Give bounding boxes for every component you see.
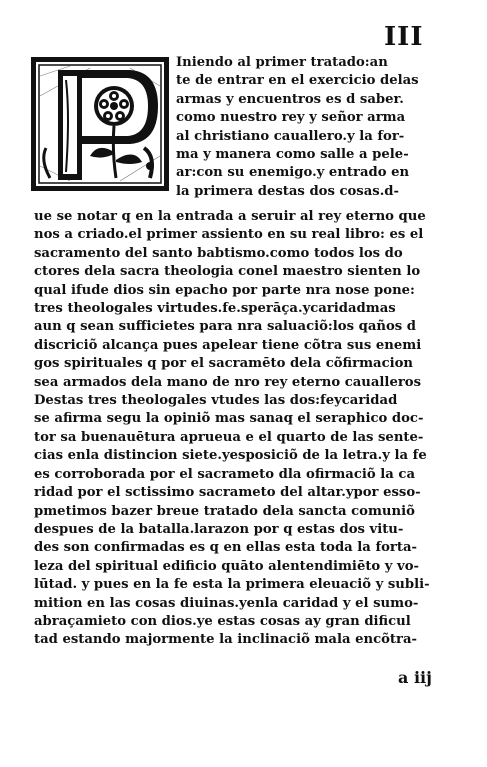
text-line: aun q sean sufficietes para nra saluaciõ:los qaños d xyxy=(34,319,416,335)
text-line: pmetimos bazer breue tratado dela sancta comuniõ xyxy=(34,503,415,519)
text-line: nos a criado.el primer assiento en su real libro: es el xyxy=(34,227,424,243)
main-text-block xyxy=(34,208,434,650)
text-line: ar:con su enemigo.y entrado en xyxy=(176,165,410,181)
ornate-initial-p-icon xyxy=(30,56,170,192)
text-line: sacramento del santo babtismo.como todos los do xyxy=(34,245,403,261)
text-line: ma y manera como salle a pele- xyxy=(176,147,409,163)
text-line: armas y encuentros es d saber. xyxy=(176,91,404,107)
text-line: despues de la batalla.larazon por q estas dos vitu- xyxy=(34,521,404,537)
text-line: mition en las cosas diuinas.yenla caridad y el sumo- xyxy=(34,595,419,611)
side-text-block xyxy=(176,54,426,201)
text-line: se afirma segu la opiniõ mas sanaq el seraphico doc- xyxy=(34,411,424,427)
text-line: tres theologales virtudes.fe.sperāça.ycaridadmas xyxy=(34,301,396,317)
text-line: como nuestro rey y señor arma xyxy=(176,110,406,126)
text-line: Iniendo al primer tratado:an xyxy=(176,55,388,70)
text-line: te de entrar en el exercicio delas xyxy=(176,73,419,89)
text-line: gos spirituales q por el sacramēto dela cõfirmacion xyxy=(34,356,413,372)
text-line: abraçamieto con dios.ye estas cosas ay gran dificul xyxy=(34,613,411,629)
text-line: es corroborada por el sacrameto dla ofirmaciõ la ca xyxy=(34,466,415,482)
text-line: des son confirmadas es q en ellas esta toda la forta- xyxy=(34,540,417,556)
text-line: Destas tres theologales vtudes las dos:feycaridad xyxy=(34,393,398,409)
folio-number: III xyxy=(384,22,424,52)
text-line: ridad por el sctissimo sacrameto del altar.ypor esso- xyxy=(34,485,421,501)
text-line: la primera destas dos cosas.d- xyxy=(176,183,399,199)
signature-mark: a iij xyxy=(398,668,432,687)
text-line: al christiano cauallero.y la for- xyxy=(176,128,405,144)
text-line: leza del spiritual edificio quāto alentendimiēto y vo- xyxy=(34,558,419,574)
text-line: tad estando majormente la inclinaciõ mala encõtra- xyxy=(34,632,417,648)
text-line: qual ifude dios sin epacho por parte nra nose pone: xyxy=(34,282,415,298)
text-line: ue se notar q en la entrada a seruir al rey eterno que xyxy=(34,209,426,224)
text-line: discriciõ alcança pues apelear tiene cõtra sus enemi xyxy=(34,337,422,353)
decorated-initial-letter xyxy=(30,56,170,192)
text-line: sea armados dela mano de nro rey eterno caualleros xyxy=(34,374,422,390)
text-line: tor sa buenauētura aprueua e el quarto de las sente- xyxy=(34,429,424,445)
text-line: cias enla distincion siete.yesposiciõ de la letra.y la fe xyxy=(34,448,427,464)
text-line: ctores dela sacra theologia conel maestro sienten lo xyxy=(34,264,421,280)
text-line: lūtad. y pues en la fe esta la primera eleuaciõ y subli- xyxy=(34,577,430,593)
